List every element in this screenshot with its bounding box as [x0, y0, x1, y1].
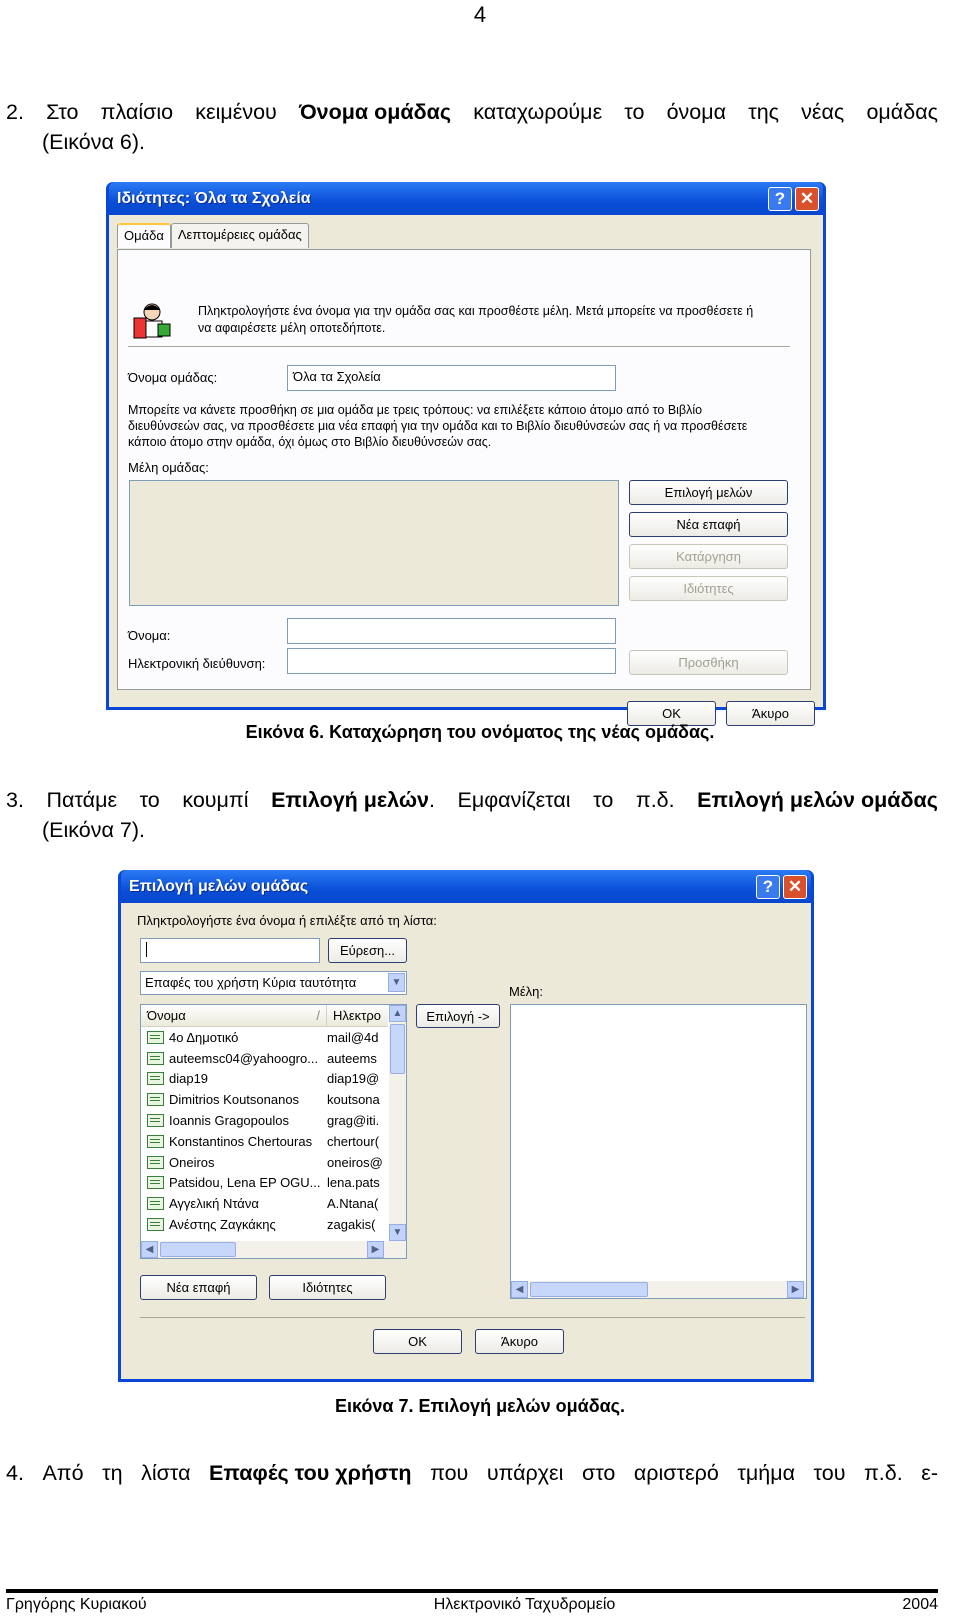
- page-number: 4: [473, 2, 487, 27]
- cancel-button[interactable]: Άκυρο: [475, 1329, 564, 1354]
- group-members-label: Μέλη ομάδας:: [128, 460, 209, 475]
- footer-subject: Ηλεκτρονικό Ταχυδρομείο: [433, 1596, 616, 1613]
- paragraph-2-line-1: 2. Στο πλαίσιο κειμένου Όνομα ομάδας καταχωρούμε το όνομα της νέας ομάδας: [6, 97, 938, 127]
- scroll-right-icon[interactable]: ▶: [787, 1281, 804, 1298]
- list-item[interactable]: Αγγελική Ντάνα A.Ntana(: [141, 1193, 388, 1214]
- bold-term: Επιλογή μελών: [271, 788, 429, 812]
- ok-button[interactable]: OK: [627, 701, 716, 726]
- scroll-right-icon[interactable]: ▶: [367, 1241, 384, 1258]
- search-input[interactable]: [140, 938, 320, 963]
- group-properties-dialog: [106, 182, 826, 721]
- bold-term: Επιλογή μελών ομάδας: [697, 788, 938, 812]
- intro-text-line-1: Πληκτρολογήστε ένα όνομα για την ομάδα σας και προσθέστε μέλη. Μετά μπορείτε να προσθέσετε ή: [198, 304, 754, 318]
- list-item[interactable]: Dimitrios Koutsonanos koutsona: [141, 1089, 388, 1110]
- info-text-line-3: κάποιο άτομο στην ομάδα, όχι όμως στο Βιβλίο διευθύνσεών σας.: [128, 435, 492, 449]
- contact-card-icon: [147, 1156, 164, 1169]
- list-item[interactable]: Oneiros oneiros@: [141, 1152, 388, 1173]
- contact-card-icon: [147, 1093, 164, 1106]
- paragraph-4: [6, 1458, 938, 1488]
- properties-button[interactable]: Ιδιότητες: [269, 1275, 386, 1300]
- bold-term: Επαφές του χρήστη: [209, 1461, 412, 1485]
- find-button[interactable]: Εύρεση...: [328, 938, 407, 963]
- paragraph-4-line-1: 4. Από τη λίστα Επαφές του χρήστη που υπάρχει στο αριστερό τμήμα του π.δ. ε-: [6, 1458, 938, 1488]
- contacts-list[interactable]: [140, 1004, 407, 1259]
- horizontal-scrollbar[interactable]: [141, 1241, 406, 1258]
- tab-panel: [117, 249, 811, 690]
- item-number: 2.: [6, 100, 24, 124]
- help-icon[interactable]: ?: [756, 875, 780, 899]
- contact-card-icon: [147, 1052, 164, 1065]
- scroll-down-icon[interactable]: ▼: [389, 1224, 406, 1241]
- select-members-button[interactable]: Επιλογή μελών: [629, 480, 788, 505]
- contact-card-icon: [147, 1114, 164, 1127]
- paragraph-3: [6, 785, 938, 845]
- divider: [140, 1317, 805, 1318]
- paragraph-3-line-2: (Εικόνα 7).: [42, 818, 145, 842]
- list-item[interactable]: diap19 diap19@: [141, 1069, 388, 1090]
- list-item[interactable]: auteemsc04@yahoogro... auteems: [141, 1048, 388, 1069]
- members-label: Μέλη:: [509, 984, 543, 999]
- email-label: Ηλεκτρονική διεύθυνση:: [128, 656, 266, 671]
- page-footer: [6, 1589, 938, 1614]
- horizontal-scrollbar[interactable]: [511, 1281, 806, 1298]
- new-contact-button[interactable]: Νέα επαφή: [629, 512, 788, 537]
- contact-card-icon: [147, 1197, 164, 1210]
- scroll-up-icon[interactable]: ▲: [389, 1005, 406, 1022]
- contact-card-icon: [147, 1072, 164, 1085]
- figure-6-caption: Εικόνα 6. Καταχώρηση του ονόματος της νέας ομάδας.: [245, 722, 715, 742]
- vertical-scrollbar[interactable]: [389, 1005, 406, 1241]
- list-header: [141, 1005, 388, 1027]
- info-text-line-1: Μπορείτε να κάνετε προσθήκη σε μια ομάδα με τρεις τρόπους: να επιλέξετε κάποιο άτομο από το Βιβλίο: [128, 403, 703, 417]
- contact-card-icon: [147, 1135, 164, 1148]
- scroll-left-icon[interactable]: ◀: [511, 1281, 528, 1298]
- new-contact-button[interactable]: Νέα επαφή: [140, 1275, 257, 1300]
- dialog-title-bar: [109, 182, 823, 215]
- item-number: 4.: [6, 1461, 24, 1485]
- group-members-list[interactable]: [129, 480, 619, 606]
- paragraph-2-line-2: (Εικόνα 6).: [42, 130, 145, 154]
- text-cursor: [146, 942, 147, 957]
- add-button[interactable]: Προσθήκη: [629, 650, 788, 675]
- scroll-thumb[interactable]: [530, 1282, 648, 1297]
- column-header-email[interactable]: Ηλεκτρο: [333, 1008, 381, 1023]
- scroll-left-icon[interactable]: ◀: [141, 1241, 158, 1258]
- select-arrow-button[interactable]: Επιλογή ->: [416, 1004, 500, 1028]
- list-item[interactable]: Patsidou, Lena EP OGU... lena.pats: [141, 1173, 388, 1194]
- group-people-icon: [130, 302, 172, 342]
- divider: [128, 346, 790, 347]
- tab-group[interactable]: Ομάδα: [117, 223, 171, 248]
- close-icon[interactable]: ✕: [783, 875, 807, 899]
- members-list[interactable]: [510, 1004, 807, 1299]
- info-text-line-2: διευθύνσεών σας, να προσθέσετε μια νέα επαφή για την ομάδα και το Βιβλίο διευθύνσεών σας ή να προσθέσετε: [128, 419, 748, 433]
- list-item[interactable]: 4ο Δημοτικό mail@4d: [141, 1027, 388, 1048]
- list-item[interactable]: Konstantinos Chertouras chertour(: [141, 1131, 388, 1152]
- chevron-down-icon[interactable]: ▼: [388, 973, 405, 992]
- help-icon[interactable]: ?: [768, 187, 792, 211]
- scroll-thumb[interactable]: [390, 1024, 405, 1074]
- sort-arrow-icon: /: [316, 1008, 320, 1023]
- contacts-dropdown[interactable]: Επαφές του χρήστη Κύρια ταυτότητα ▼: [140, 971, 407, 995]
- paragraph-2: [6, 97, 938, 157]
- contact-card-icon: [147, 1031, 164, 1044]
- item-number: 3.: [6, 788, 24, 812]
- dialog-title: Επιλογή μελών ομάδας: [129, 877, 309, 895]
- group-name-input[interactable]: Όλα τα Σχολεία: [287, 365, 616, 391]
- properties-button[interactable]: Ιδιότητες: [629, 576, 788, 601]
- ok-button[interactable]: OK: [373, 1329, 462, 1354]
- search-prompt: Πληκτρολογήστε ένα όνομα ή επιλέξτε από τη λίστα:: [137, 913, 437, 928]
- contact-card-icon: [147, 1176, 164, 1189]
- list-item[interactable]: Ανέστης Ζαγκάκης zagakis(: [141, 1214, 388, 1235]
- dialog-title: Ιδιότητες: Όλα τα Σχολεία: [117, 189, 311, 207]
- intro-text-line-2: να αφαιρέσετε μέλη οποτεδήποτε.: [198, 321, 386, 335]
- remove-button[interactable]: Κατάργηση: [629, 544, 788, 569]
- footer-author: Γρηγόρης Κυριακού: [6, 1596, 147, 1613]
- close-icon[interactable]: ✕: [795, 187, 819, 211]
- figure-7-caption: Εικόνα 7. Επιλογή μελών ομάδας.: [334, 1396, 626, 1416]
- dialog-title-bar: [121, 870, 811, 903]
- bold-term: Όνομα ομάδας: [298, 100, 452, 124]
- name-label: Όνομα:: [128, 628, 171, 643]
- scroll-thumb[interactable]: [160, 1242, 236, 1257]
- email-input[interactable]: [287, 648, 616, 674]
- cancel-button[interactable]: Άκυρο: [726, 701, 815, 726]
- group-name-label: Όνομα ομάδας:: [128, 370, 218, 385]
- column-header-name[interactable]: Όνομα /: [141, 1005, 327, 1026]
- contact-card-icon: [147, 1218, 164, 1231]
- select-group-members-dialog: [118, 870, 814, 1382]
- tab-group-details[interactable]: Λεπτομέρειες ομάδας: [171, 223, 309, 248]
- footer-year: 2004: [902, 1596, 938, 1613]
- list-item[interactable]: Ioannis Gragopoulos grag@iti.: [141, 1110, 388, 1131]
- name-input[interactable]: [287, 618, 616, 644]
- paragraph-3-line-1: 3. Πατάμε το κουμπί Επιλογή μελών. Εμφανίζεται το π.δ. Επιλογή μελών ομάδας: [6, 785, 938, 815]
